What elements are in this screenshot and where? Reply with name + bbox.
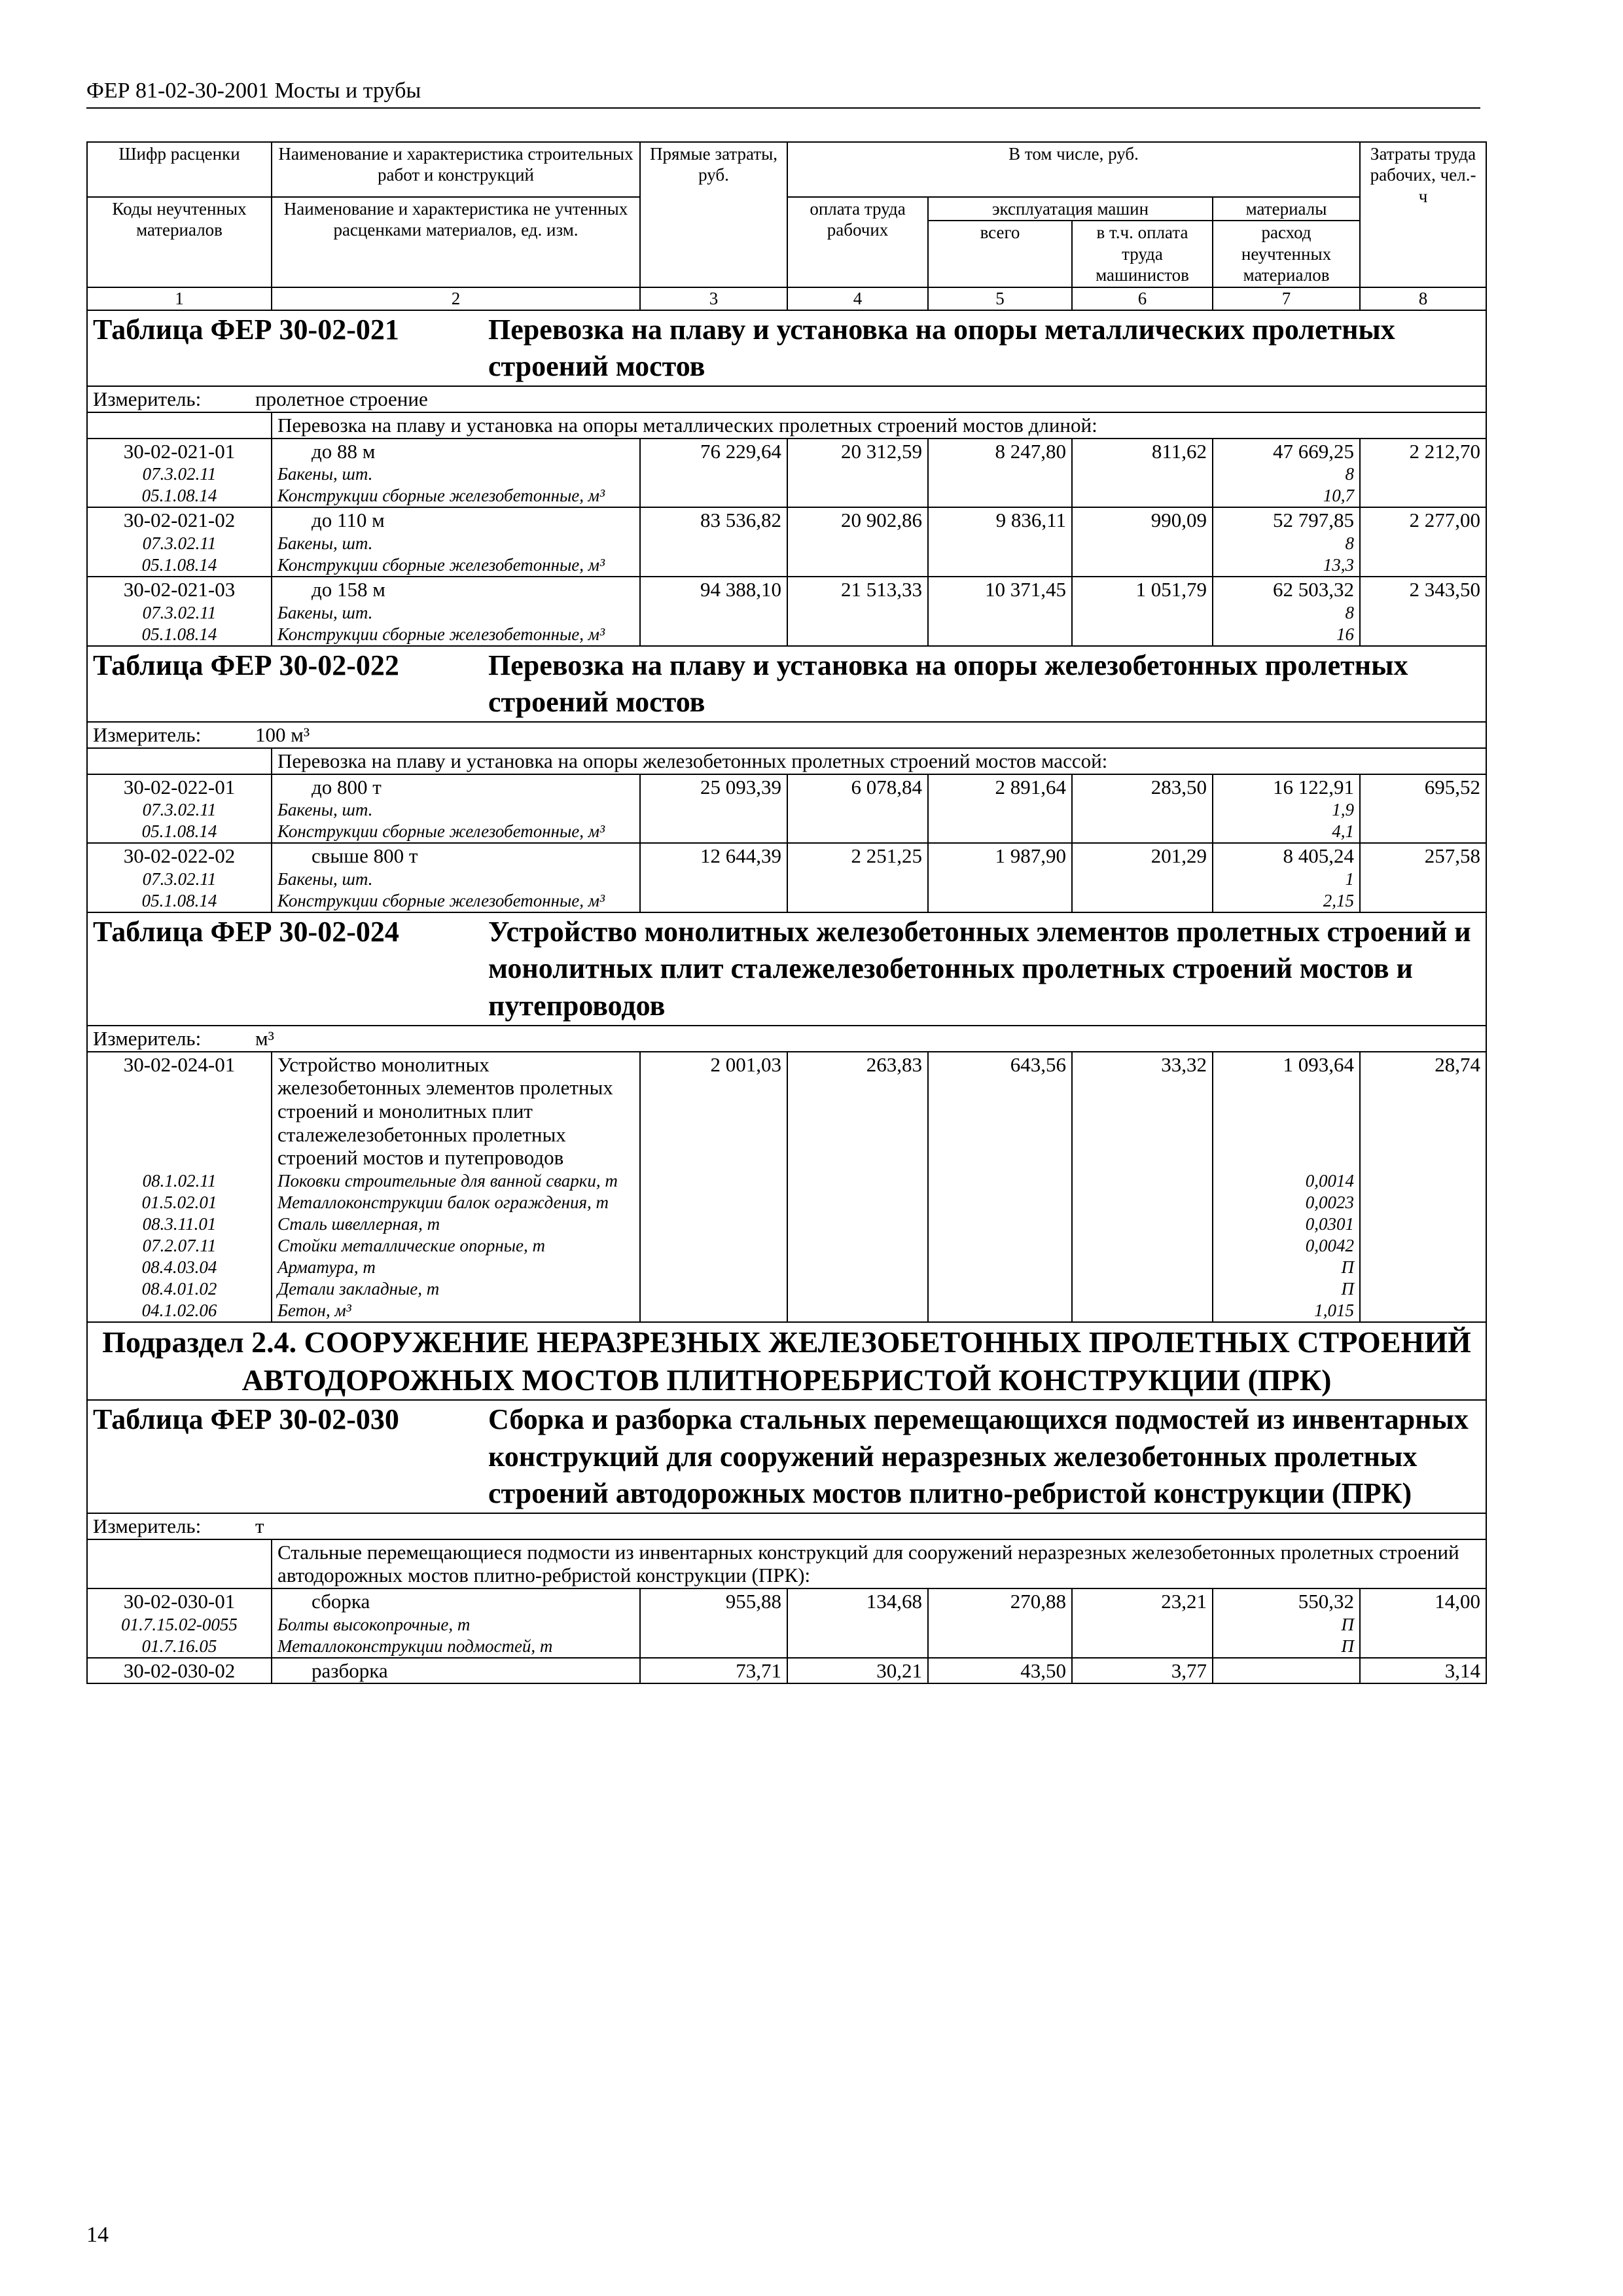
value-c5: 9 836,11 — [928, 507, 1072, 533]
value-c7: 550,32 — [1213, 1588, 1360, 1614]
material-qty: 0,0014 — [1213, 1170, 1360, 1192]
material-row — [87, 1300, 1486, 1322]
value-c4: 20 312,59 — [787, 439, 928, 464]
value-c7: 1 093,64 — [1213, 1052, 1360, 1170]
material-name: Бетон, м³ — [272, 1300, 640, 1322]
value-c5: 2 891,64 — [928, 774, 1072, 800]
value-c6: 3,77 — [1072, 1658, 1213, 1684]
value-c5: 8 247,80 — [928, 439, 1072, 464]
material-name: Металлоконструкции балок ограждения, т — [272, 1192, 640, 1213]
group-description: Перевозка на плаву и установка на опоры металлических пролетных строений мостов длиной: — [272, 412, 1486, 439]
col-mat-names-header: Наименование и характеристика не учтенных расценками материалов, ед. изм. — [272, 197, 640, 287]
value-c6: 23,21 — [1072, 1588, 1213, 1614]
measure-label: Измеритель: — [93, 1515, 202, 1538]
col-labor-hours-header: Затраты труда рабочих, чел.-ч — [1360, 142, 1486, 287]
value-c6: 811,62 — [1072, 439, 1213, 464]
material-name: Детали закладные, т — [272, 1278, 640, 1300]
material-row — [87, 890, 1486, 912]
column-numbers-row — [87, 287, 1486, 310]
col-number: 5 — [928, 287, 1072, 310]
price-row — [87, 439, 1486, 464]
col-direct-costs-header: Прямые затраты, руб. — [640, 142, 787, 287]
material-code: 05.1.08.14 — [87, 890, 272, 912]
material-name: Конструкции сборные железобетонные, м³ — [272, 485, 640, 507]
value-c3: 2 001,03 — [640, 1052, 787, 1170]
value-c8: 2 212,70 — [1360, 439, 1486, 464]
material-qty: 8 — [1213, 533, 1360, 554]
material-code: 05.1.08.14 — [87, 624, 272, 646]
value-c4: 2 251,25 — [787, 843, 928, 869]
rate-code: 30-02-021-01 — [87, 439, 272, 464]
table-title — [93, 647, 1480, 721]
work-name: до 800 т — [272, 774, 640, 800]
material-code: 04.1.02.06 — [87, 1300, 272, 1322]
material-name: Бакены, шт. — [272, 463, 640, 485]
material-qty: 1 — [1213, 869, 1360, 890]
material-name: Бакены, шт. — [272, 869, 640, 890]
rate-code: 30-02-030-01 — [87, 1588, 272, 1614]
material-name: Бакены, шт. — [272, 602, 640, 624]
value-c4: 30,21 — [787, 1658, 928, 1684]
section-title: Подраздел 2.4. СООРУЖЕНИЕ НЕРАЗРЕЗНЫХ ЖЕЛЕЗОБЕТОННЫХ ПРОЛЕТНЫХ СТРОЕНИЙ АВТОДОРОЖНЫХ МОСТОВ ПЛИТНОРЕБРИСТОЙ КОНСТРУКЦИИ (ПРК) — [87, 1322, 1486, 1400]
measure-label: Измеритель: — [93, 723, 202, 747]
material-row — [87, 1192, 1486, 1213]
material-code: 07.3.02.11 — [87, 602, 272, 624]
value-c6: 201,29 — [1072, 843, 1213, 869]
table-title-row — [87, 646, 1486, 723]
value-c5: 10 371,45 — [928, 577, 1072, 602]
material-qty: 0,0023 — [1213, 1192, 1360, 1213]
work-name: до 88 м — [272, 439, 640, 464]
col-materials-header: материалы — [1213, 197, 1360, 221]
measure-value: 100 м³ — [255, 723, 310, 747]
col-machines-header: эксплуатация машин — [928, 197, 1213, 221]
col-unaccounted-mat-header: расход неучтенных материалов — [1213, 221, 1360, 287]
value-c3: 25 093,39 — [640, 774, 787, 800]
material-name: Конструкции сборные железобетонные, м³ — [272, 821, 640, 843]
material-qty: П — [1213, 1614, 1360, 1636]
material-row — [87, 1170, 1486, 1192]
material-code: 08.4.01.02 — [87, 1278, 272, 1300]
col-name-header: Наименование и характеристика строительных работ и конструкций — [272, 142, 640, 197]
material-qty: 10,7 — [1213, 485, 1360, 507]
material-code: 07.3.02.11 — [87, 533, 272, 554]
value-c6: 1 051,79 — [1072, 577, 1213, 602]
col-machinists-wages-header: в т.ч. оплата труда машинистов — [1072, 221, 1213, 287]
group-description: Стальные перемещающиеся подмости из инвентарных конструкций для сооружений неразрезных железобетонных пролетных строений автодорожных мостов плитно-ребристой конструкции (ПРК): — [272, 1539, 1486, 1588]
value-c8: 28,74 — [1360, 1052, 1486, 1170]
col-mat-codes-header: Коды неучтенных материалов — [87, 197, 272, 287]
material-row — [87, 485, 1486, 507]
value-c7 — [1213, 1658, 1360, 1684]
material-row — [87, 1235, 1486, 1257]
value-c6: 990,09 — [1072, 507, 1213, 533]
work-name: сборка — [272, 1588, 640, 1614]
material-name: Бакены, шт. — [272, 799, 640, 821]
material-row — [87, 533, 1486, 554]
material-qty: П — [1213, 1636, 1360, 1658]
material-row — [87, 1257, 1486, 1278]
value-c8: 257,58 — [1360, 843, 1486, 869]
material-qty: П — [1213, 1278, 1360, 1300]
material-name: Металлоконструкции подмостей, т — [272, 1636, 640, 1658]
material-code: 08.4.03.04 — [87, 1257, 272, 1278]
work-name: до 110 м — [272, 507, 640, 533]
value-c8: 695,52 — [1360, 774, 1486, 800]
price-row — [87, 1588, 1486, 1614]
value-c4: 20 902,86 — [787, 507, 928, 533]
material-qty: 0,0301 — [1213, 1213, 1360, 1235]
material-name: Конструкции сборные железобетонные, м³ — [272, 890, 640, 912]
material-name: Поковки строительные для ванной сварки, т — [272, 1170, 640, 1192]
material-row — [87, 799, 1486, 821]
col-number: 4 — [787, 287, 928, 310]
material-name: Бакены, шт. — [272, 533, 640, 554]
material-row — [87, 1636, 1486, 1658]
value-c3: 12 644,39 — [640, 843, 787, 869]
value-c3: 955,88 — [640, 1588, 787, 1614]
measure-value: т — [255, 1515, 264, 1538]
measure-row — [87, 1026, 1486, 1052]
col-incl-header: В том числе, руб. — [787, 142, 1360, 197]
material-qty: 4,1 — [1213, 821, 1360, 843]
col-number: 8 — [1360, 287, 1486, 310]
value-c8: 2 343,50 — [1360, 577, 1486, 602]
material-code: 07.2.07.11 — [87, 1235, 272, 1257]
table-code: Таблица ФЕР 30-02-024 — [93, 916, 399, 948]
col-number: 6 — [1072, 287, 1213, 310]
price-table — [86, 141, 1487, 1684]
value-c3: 83 536,82 — [640, 507, 787, 533]
value-c4: 21 513,33 — [787, 577, 928, 602]
measure-row — [87, 1513, 1486, 1539]
table-title-row — [87, 310, 1486, 387]
material-row — [87, 602, 1486, 624]
material-code: 05.1.08.14 — [87, 821, 272, 843]
description-row — [87, 412, 1486, 439]
value-c8: 14,00 — [1360, 1588, 1486, 1614]
table-name: Устройство монолитных железобетонных элементов пролетных строений и монолитных плит сталежелезобетонных пролетных строений мостов и путепроводов — [488, 916, 1471, 1022]
material-code: 01.7.15.02-0055 — [87, 1614, 272, 1636]
table-title — [93, 312, 1480, 386]
material-code: 05.1.08.14 — [87, 554, 272, 577]
material-row — [87, 554, 1486, 577]
table-code: Таблица ФЕР 30-02-021 — [93, 313, 399, 346]
price-row — [87, 507, 1486, 533]
material-qty: 2,15 — [1213, 890, 1360, 912]
col-number: 7 — [1213, 287, 1360, 310]
price-row — [87, 843, 1486, 869]
value-c7: 52 797,85 — [1213, 507, 1360, 533]
material-row — [87, 1278, 1486, 1300]
price-row — [87, 774, 1486, 800]
value-c7: 8 405,24 — [1213, 843, 1360, 869]
material-row — [87, 821, 1486, 843]
material-qty: 1,015 — [1213, 1300, 1360, 1322]
material-row — [87, 1213, 1486, 1235]
value-c7: 47 669,25 — [1213, 439, 1360, 464]
work-name: разборка — [272, 1658, 640, 1684]
value-c7: 62 503,32 — [1213, 577, 1360, 602]
value-c5: 43,50 — [928, 1658, 1072, 1684]
material-name: Конструкции сборные железобетонные, м³ — [272, 554, 640, 577]
material-row — [87, 463, 1486, 485]
value-c5: 270,88 — [928, 1588, 1072, 1614]
material-name: Арматура, т — [272, 1257, 640, 1278]
material-code: 08.3.11.01 — [87, 1213, 272, 1235]
price-row — [87, 1052, 1486, 1170]
material-code: 07.3.02.11 — [87, 463, 272, 485]
material-name: Болты высокопрочные, т — [272, 1614, 640, 1636]
rate-code: 30-02-030-02 — [87, 1658, 272, 1684]
section-row — [87, 1322, 1486, 1400]
measure-value: пролетное строение — [255, 387, 428, 411]
measure-label: Измеритель: — [93, 1027, 202, 1050]
material-name: Сталь швеллерная, т — [272, 1213, 640, 1235]
col-number: 1 — [87, 287, 272, 310]
work-name: свыше 800 т — [272, 843, 640, 869]
value-c3: 76 229,64 — [640, 439, 787, 464]
value-c7: 16 122,91 — [1213, 774, 1360, 800]
value-c4: 134,68 — [787, 1588, 928, 1614]
rate-code: 30-02-024-01 — [87, 1052, 272, 1170]
col-number: 2 — [272, 287, 640, 310]
material-qty: 13,3 — [1213, 554, 1360, 577]
description-row — [87, 748, 1486, 774]
value-c3: 94 388,10 — [640, 577, 787, 602]
value-c5: 643,56 — [928, 1052, 1072, 1170]
table-code: Таблица ФЕР 30-02-022 — [93, 649, 399, 681]
value-c8: 2 277,00 — [1360, 507, 1486, 533]
material-row — [87, 624, 1486, 646]
value-c6: 283,50 — [1072, 774, 1213, 800]
rate-code: 30-02-022-02 — [87, 843, 272, 869]
group-description: Перевозка на плаву и установка на опоры железобетонных пролетных строений мостов массой: — [272, 748, 1486, 774]
measure-value: м³ — [255, 1027, 274, 1050]
material-code: 01.7.16.05 — [87, 1636, 272, 1658]
table-name: Сборка и разборка стальных перемещающихся подмостей из инвентарных конструкций для сооружений неразрезных железобетонных пролетных строений автодорожных мостов плитно-ребристой конструкции (ПРК) — [488, 1403, 1469, 1509]
material-name: Стойки металлические опорные, т — [272, 1235, 640, 1257]
price-row — [87, 577, 1486, 602]
col-wages-header: оплата труда рабочих — [787, 197, 928, 287]
page-number: 14 — [86, 2223, 109, 2247]
material-qty: 8 — [1213, 602, 1360, 624]
value-c8: 3,14 — [1360, 1658, 1486, 1684]
rate-code: 30-02-021-03 — [87, 577, 272, 602]
material-code: 01.5.02.01 — [87, 1192, 272, 1213]
value-c4: 263,83 — [787, 1052, 928, 1170]
material-row — [87, 869, 1486, 890]
material-code: 07.3.02.11 — [87, 869, 272, 890]
document-header: ФЕР 81-02-30-2001 Мосты и трубы — [86, 79, 1480, 109]
material-row — [87, 1614, 1486, 1636]
work-name: Устройство монолитных железобетонных элементов пролетных строений и монолитных плит сталежелезобетонных пролетных строений мостов и путепроводов — [272, 1052, 640, 1170]
measure-label: Измеритель: — [93, 387, 202, 411]
material-qty: 0,0042 — [1213, 1235, 1360, 1257]
material-qty: 8 — [1213, 463, 1360, 485]
description-row — [87, 1539, 1486, 1588]
material-code: 07.3.02.11 — [87, 799, 272, 821]
material-code: 08.1.02.11 — [87, 1170, 272, 1192]
table-title-row — [87, 1400, 1486, 1513]
value-c3: 73,71 — [640, 1658, 787, 1684]
table-title — [93, 1401, 1480, 1512]
price-row — [87, 1658, 1486, 1684]
value-c6: 33,32 — [1072, 1052, 1213, 1170]
rate-code: 30-02-021-02 — [87, 507, 272, 533]
table-code: Таблица ФЕР 30-02-030 — [93, 1403, 399, 1436]
work-name: до 158 м — [272, 577, 640, 602]
measure-row — [87, 386, 1486, 412]
material-name: Конструкции сборные железобетонные, м³ — [272, 624, 640, 646]
material-qty: 16 — [1213, 624, 1360, 646]
table-title-row — [87, 912, 1486, 1026]
material-code: 05.1.08.14 — [87, 485, 272, 507]
col-machines-total-header: всего — [928, 221, 1072, 287]
material-qty: 1,9 — [1213, 799, 1360, 821]
table-name: Перевозка на плаву и установка на опоры железобетонных пролетных строений мостов — [488, 649, 1408, 719]
material-qty: П — [1213, 1257, 1360, 1278]
table-name: Перевозка на плаву и установка на опоры металлических пролетных строений мостов — [488, 313, 1395, 382]
table-title — [93, 914, 1480, 1024]
col-number: 3 — [640, 287, 787, 310]
col-code-header: Шифр расценки — [87, 142, 272, 197]
value-c5: 1 987,90 — [928, 843, 1072, 869]
rate-code: 30-02-022-01 — [87, 774, 272, 800]
value-c4: 6 078,84 — [787, 774, 928, 800]
measure-row — [87, 722, 1486, 748]
